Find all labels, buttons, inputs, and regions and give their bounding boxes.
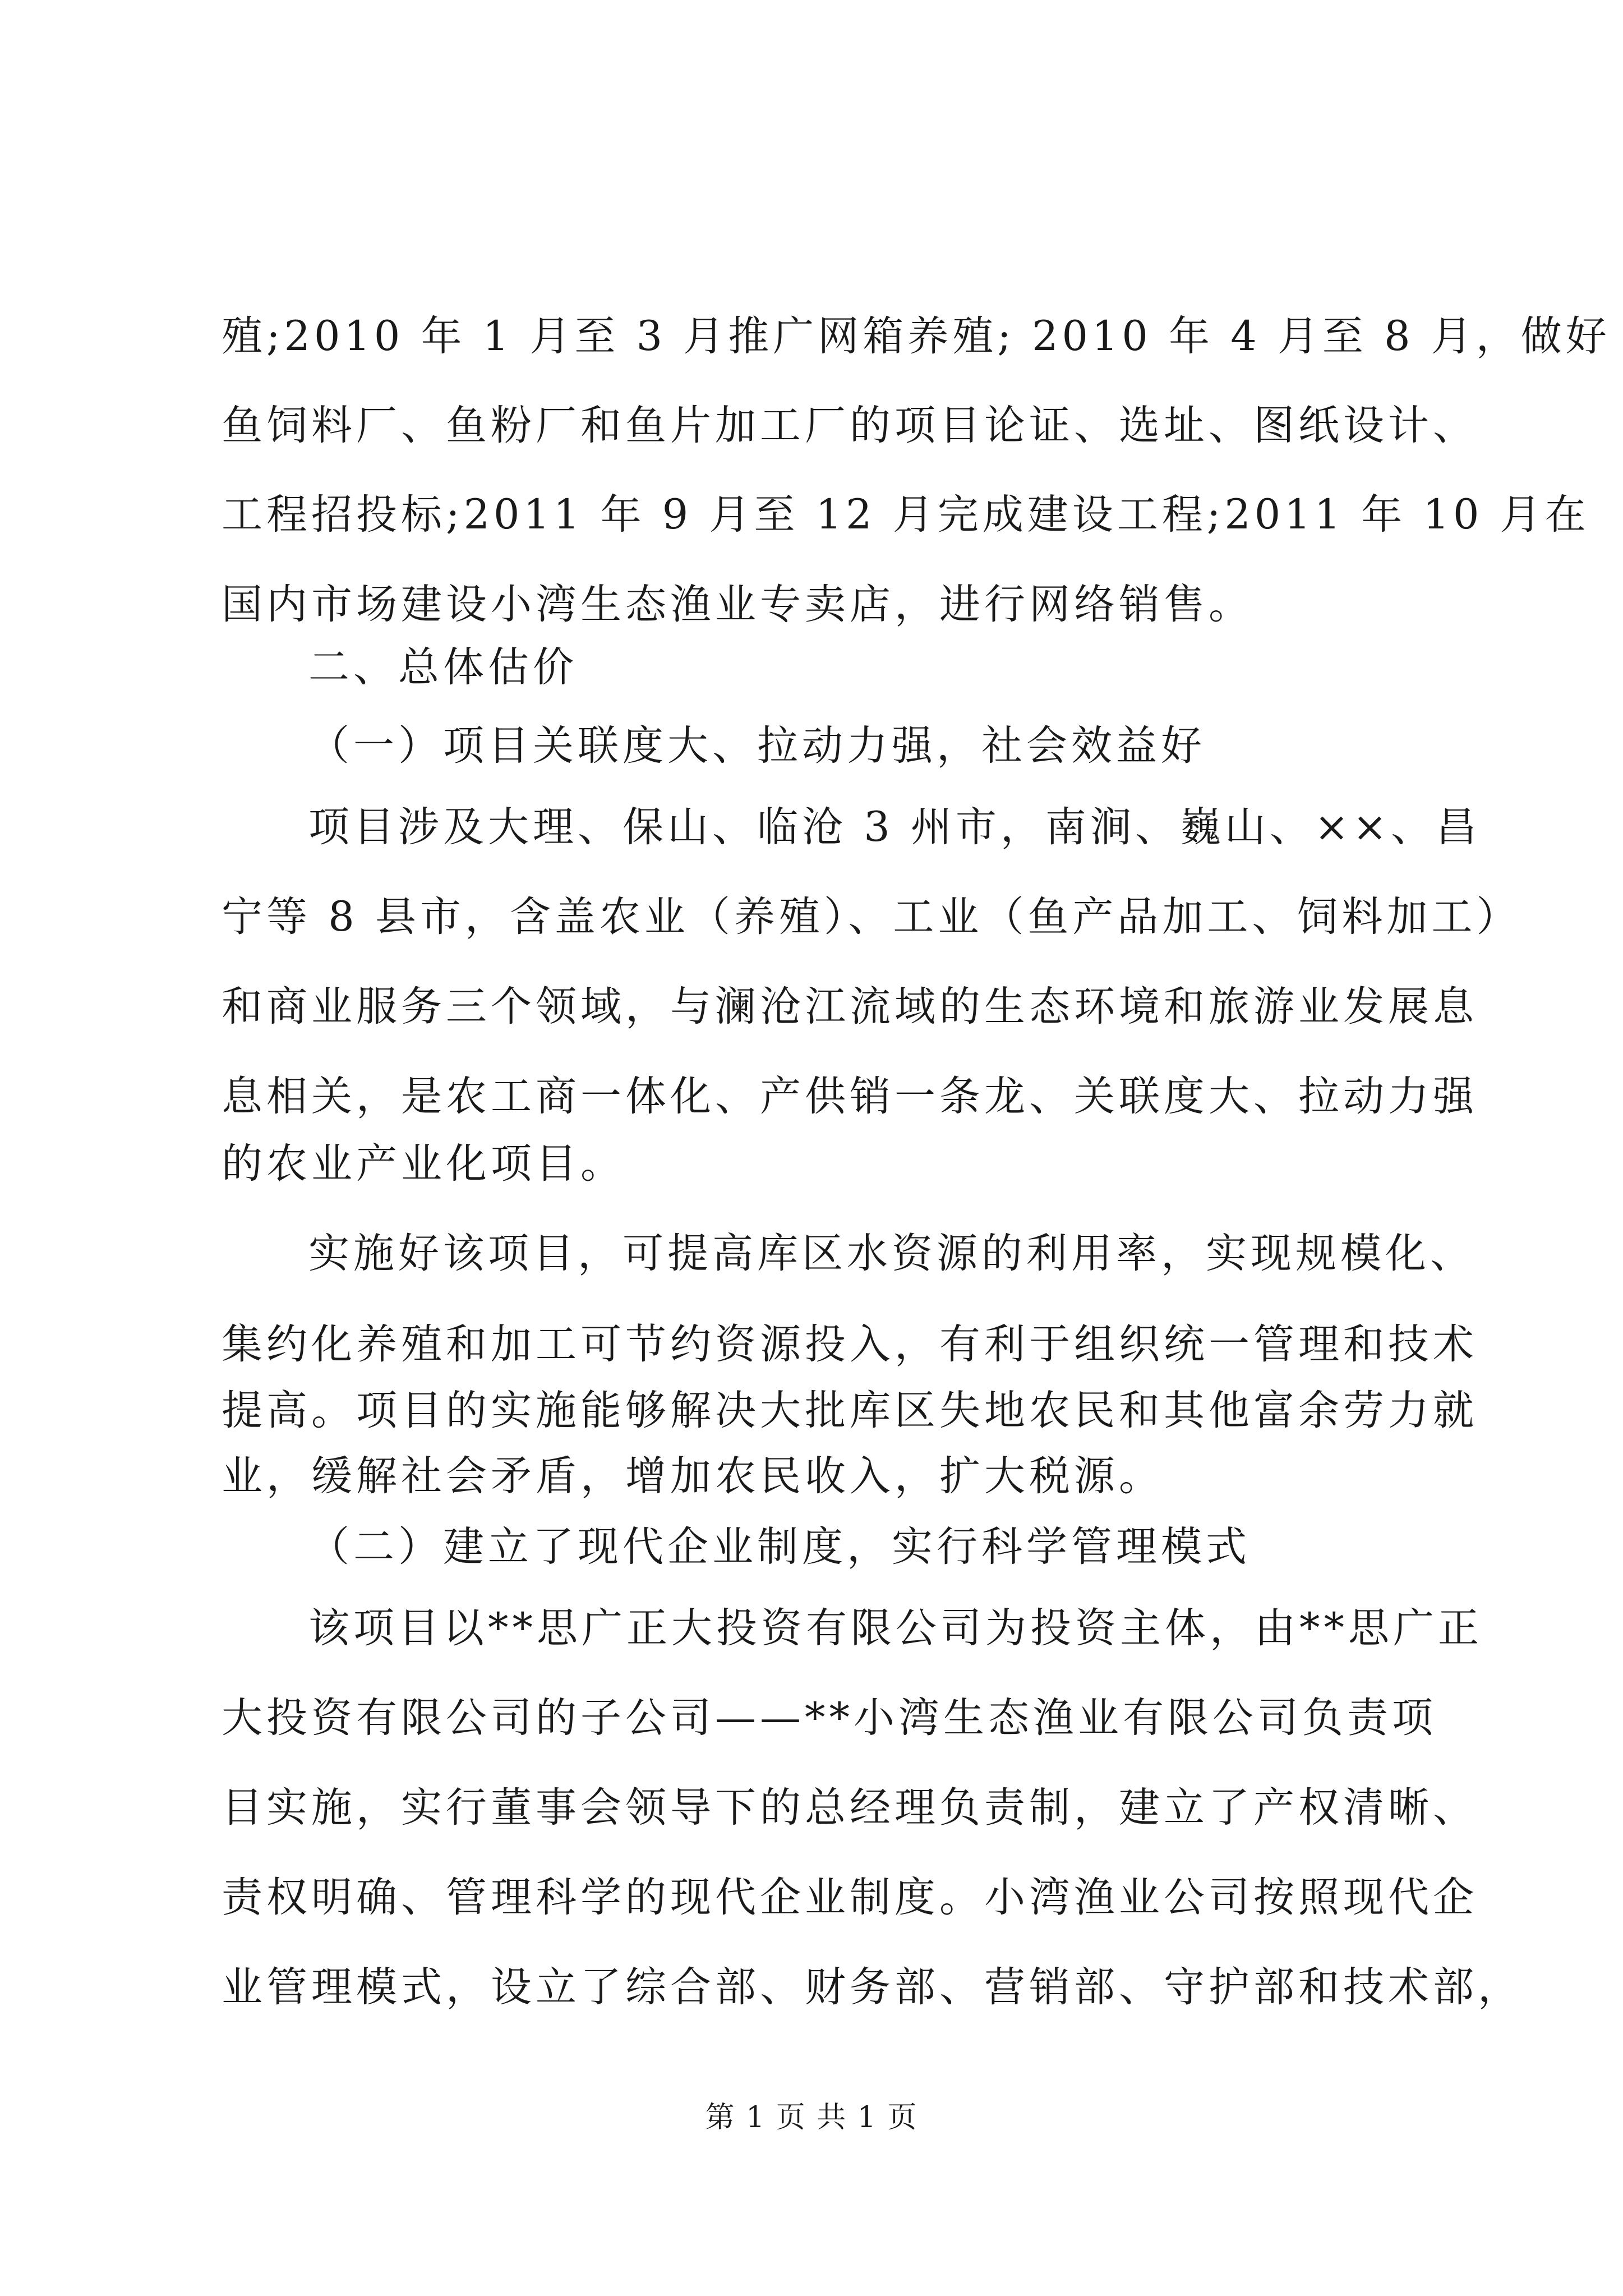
subsection-heading-1: （一）项目关联度大、拉动力强，社会效益好 bbox=[308, 722, 1206, 770]
page-footer: 第 1 页 共 1 页 bbox=[705, 2101, 918, 2134]
body-line-19: 目实施，实行董事会领导下的总经理负责制，建立了产权清晰、 bbox=[222, 1784, 1478, 1832]
body-line-8: 宁等 8 县市，含盖农业（养殖）、工业（鱼产品加工、饲料加工） bbox=[222, 893, 1521, 941]
body-line-11: 的农业产业化项目。 bbox=[222, 1140, 625, 1188]
body-line-20: 责权明确、管理科学的现代企业制度。小湾渔业公司按照现代企 bbox=[222, 1874, 1478, 1921]
body-line-13: 集约化养殖和加工可节约资源投入，有利于组织统一管理和技术 bbox=[222, 1320, 1478, 1368]
body-line-1: 殖;2010 年 1 月至 3 月推广网箱养殖; 2010 年 4 月至 8 月，做好 bbox=[222, 312, 1611, 360]
body-line-12: 实施好该项目，可提高库区水资源的利用率，实现规模化、 bbox=[308, 1230, 1475, 1277]
body-line-10: 息相关，是农工商一体化、产供销一条龙、关联度大、拉动力强 bbox=[222, 1073, 1478, 1120]
body-line-9: 和商业服务三个领域，与澜沧江流域的生态环境和旅游业发展息 bbox=[222, 983, 1478, 1030]
body-line-18: 大投资有限公司的子公司——**小湾生态渔业有限公司负责项 bbox=[222, 1694, 1437, 1742]
subsection-heading-2: （二）建立了现代企业制度，实行科学管理模式 bbox=[308, 1523, 1251, 1571]
body-line-15: 业，缓解社会矛盾，增加农民收入，扩大税源。 bbox=[222, 1452, 1164, 1500]
section-heading: 二、总体估价 bbox=[308, 643, 578, 691]
body-line-14: 提高。项目的实施能够解决大批库区失地农民和其他富余劳力就 bbox=[222, 1387, 1478, 1434]
body-line-21: 业管理模式，设立了综合部、财务部、营销部、守护部和技术部， bbox=[222, 1963, 1523, 2011]
body-line-7: 项目涉及大理、保山、临沧 3 州市，南涧、巍山、××、昌 bbox=[308, 803, 1481, 851]
body-line-17: 该项目以**思广正大投资有限公司为投资主体，由**思广正 bbox=[308, 1604, 1483, 1652]
body-line-3: 工程招投标;2011 年 9 月至 12 月完成建设工程;2011 年 10 月在 bbox=[222, 491, 1590, 539]
body-line-4: 国内市场建设小湾生态渔业专卖店，进行网络销售。 bbox=[222, 581, 1253, 628]
body-line-2: 鱼饲料厂、鱼粉厂和鱼片加工厂的项目论证、选址、图纸设计、 bbox=[222, 402, 1478, 449]
